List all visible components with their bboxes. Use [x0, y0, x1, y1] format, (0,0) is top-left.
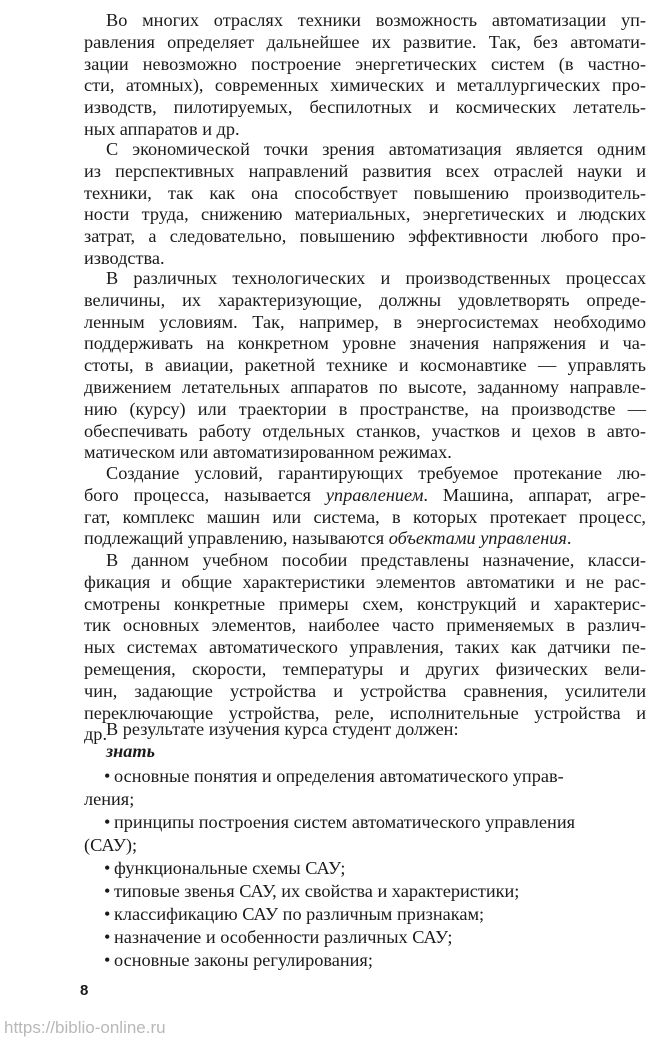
list-item: [84, 857, 646, 880]
list-item: [84, 903, 646, 926]
bullet-icon: •: [104, 950, 111, 970]
list-item: [84, 880, 646, 903]
text-line: переключающие устройства, реле, исполнительные устройства и: [84, 702, 646, 723]
list-item: [84, 926, 646, 949]
list-item: [84, 949, 646, 972]
paragraph-1: [84, 10, 646, 141]
text-line: смотрены конкретные примеры схем, конструкций и характерис-: [84, 593, 646, 614]
list-item-text: классификацию САУ по различным признакам;: [114, 904, 485, 924]
page-number: 8: [80, 982, 89, 999]
paragraph-3: [84, 268, 646, 464]
term-control: управлением: [325, 484, 424, 505]
list-item-text: основные понятия и определения автоматического управ-: [114, 766, 564, 786]
text-line: обеспечивать работу отдельных станков, участков и цехов в авто-: [84, 420, 646, 441]
text-line: тик основных элементов, наиболее часто применяемых в различ-: [84, 615, 646, 636]
watermark-url: https://biblio-online.ru: [4, 1018, 166, 1037]
text-fragment: бого процесса, называется: [84, 484, 326, 505]
text-line: С экономической точки зрения автоматизация является одним: [106, 139, 646, 159]
text-line: ности труда, снижению материальных, энергетических и людских: [84, 204, 646, 225]
text-line: Создание условий, гарантирующих требуемое протекание лю-: [106, 463, 646, 483]
bullet-list: [84, 765, 646, 972]
text-line: матическом или автоматизированном режимах.: [84, 442, 452, 463]
text-line: гат, комплекс машин или система, в которых протекает процесс,: [84, 506, 646, 527]
bullet-icon: •: [104, 927, 111, 947]
text-line: ных системах автоматического управления, таких как датчики пе-: [84, 637, 646, 658]
text-line: величины, их характеризующие, должны удовлетворять опреде-: [84, 289, 646, 310]
bullet-icon: •: [104, 881, 111, 901]
term-control-objects: объектами управления: [388, 528, 567, 549]
list-item: [84, 765, 646, 788]
list-item-continuation: (САУ);: [84, 835, 138, 855]
text-line: сти, атомных), современных химических и металлургических про-: [84, 75, 646, 96]
text-line: зации невозможно построение энергетических систем (в частно-: [84, 53, 646, 74]
text-line: В результате изучения курса студент должен:: [106, 719, 459, 739]
text-line: ных аппаратов и др.: [84, 118, 240, 139]
text-line: [84, 528, 646, 550]
text-line: техники, так как она способствует повышению производитель-: [84, 182, 646, 203]
bullet-icon: •: [104, 858, 111, 878]
list-item-text: назначение и особенности различных САУ;: [114, 927, 453, 947]
paragraph-2: [84, 139, 646, 270]
text-line: др.: [84, 724, 108, 745]
text-line: [84, 485, 646, 507]
bullet-icon: •: [104, 812, 111, 832]
text-line: ленным условиям. Так, например, в энергосистемах необходимо: [84, 311, 646, 332]
list-item-text: функциональные схемы САУ;: [114, 858, 346, 878]
text-line: поддерживать на конкретном уровне значения напряжения и ча-: [84, 333, 646, 354]
text-line: В данном учебном пособии представлены назначение, класси-: [106, 550, 646, 570]
list-item-text: принципы построения систем автоматического управления: [114, 812, 576, 832]
paragraph-4: [84, 463, 646, 550]
text-line: В различных технологических и производственных процессах: [106, 268, 646, 288]
text-line: чин, задающие устройства и устройства сравнения, усилители: [84, 680, 646, 701]
learning-outcomes-intro: [84, 719, 646, 763]
text-line: стоты, в авиации, ракетной технике и космонавтике — управлять: [84, 355, 646, 376]
text-line: равления определяет дальнейшее их развитие. Так, без автомати-: [84, 31, 646, 52]
text-fragment: подлежащий управлению, называются: [84, 528, 389, 549]
text-line: движением летательных аппаратов по высоте, заданному направле-: [84, 376, 646, 397]
text-line: изводства.: [84, 247, 165, 268]
know-label: знать: [106, 740, 155, 761]
paragraph-5: [84, 550, 646, 746]
text-line: изводств, пилотируемых, беспилотных и космических летатель-: [84, 97, 646, 118]
bullet-icon: •: [104, 904, 111, 924]
text-fragment: . Машина, аппарат, агре-: [423, 484, 646, 505]
text-line: фикация и общие характеристики элементов автоматики и не рас-: [84, 571, 646, 592]
text-line: из перспективных направлений развития всех отраслей науки и: [84, 160, 646, 181]
text-line: затрат, а следовательно, повышению эффективности любого про-: [84, 226, 646, 247]
list-item-text: основные законы регулирования;: [114, 950, 373, 970]
text-line: нию (курсу) или траектории в пространстве, на производстве —: [84, 398, 646, 419]
list-item: [84, 811, 646, 834]
text-line: ремещения, скорости, температуры и других физических вели-: [84, 658, 646, 679]
text-line: Во многих отраслях техники возможность автоматизации уп-: [106, 10, 646, 30]
bullet-icon: •: [104, 766, 111, 786]
list-item-text: типовые звенья САУ, их свойства и характеристики;: [114, 881, 520, 901]
text-fragment: .: [566, 528, 572, 549]
list-item-continuation: ления;: [84, 789, 135, 809]
